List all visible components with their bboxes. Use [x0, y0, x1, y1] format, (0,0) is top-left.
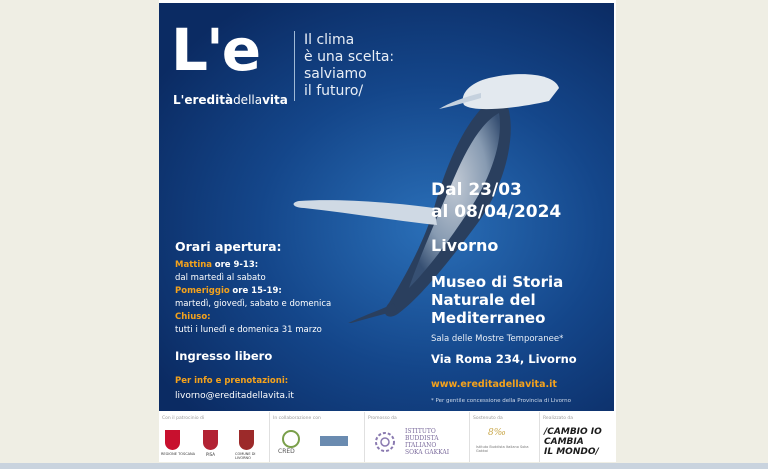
realized-caption: Realizzato da: [543, 416, 573, 421]
ibisg-line: BUDDISTA: [405, 435, 439, 442]
promoted-caption: Promosso da: [368, 416, 397, 421]
cambio-io-logo: [544, 427, 602, 457]
opening-hours: [175, 259, 375, 337]
cred-label: CRED: [278, 448, 295, 455]
livorno-crest: [239, 430, 254, 450]
cambio-line: IL MONDO/: [544, 447, 599, 457]
promoted-column: [364, 412, 470, 462]
afternoon-time: ore 15-19:: [232, 286, 282, 296]
opening-hours-title: Orari apertura:: [175, 239, 282, 254]
logo-caption-della: della: [233, 93, 263, 107]
regione-label: REGIONE TOSCANA: [161, 452, 196, 456]
afternoon-days: martedì, giovedì, sabato e domenica: [175, 299, 332, 309]
address: Via Roma 234, Livorno: [431, 352, 577, 366]
museum-line: Naturale del: [431, 291, 536, 309]
cred-logo: [282, 430, 300, 448]
ibisg-line: ITALIANO: [405, 442, 437, 449]
tagline-line: salviamo: [304, 66, 367, 82]
livorno-label: COMUNE DI LIVORNO: [235, 452, 256, 460]
free-entry: Ingresso libero: [175, 349, 273, 363]
museum-line: Mediterraneo: [431, 309, 546, 327]
tagline-line: il futuro/: [304, 83, 364, 99]
logo-caption-vita: vita: [262, 93, 288, 107]
info-title: Per info e prenotazioni:: [175, 376, 289, 386]
exhibition-room: Sala delle Mostre Temporanee*: [431, 334, 564, 344]
patronage-caption: Con il patrocinio di: [162, 416, 205, 421]
logo-caption: [173, 93, 288, 107]
afternoon-label: Pomeriggio: [175, 286, 230, 296]
regione-toscana-logo: [165, 430, 180, 450]
soka-gakkai-emblem-icon: [373, 430, 397, 454]
ibisg-line: SOKA GAKKAI: [405, 449, 450, 456]
otto-per-mille-logo: 8‰: [488, 428, 506, 438]
pisa-crest: [203, 430, 218, 450]
patronage-column: [159, 412, 269, 462]
supported-caption: Sostenuto da: [473, 416, 503, 421]
city-name: Livorno: [431, 236, 499, 255]
exhibition-dates: [431, 179, 561, 223]
tagline-line: Il clima: [304, 32, 355, 48]
tagline-line: è una scelta:: [304, 49, 395, 65]
ibisg-line: ISTITUTO: [405, 428, 436, 435]
museum-name: [431, 273, 611, 327]
sponsor-footer: [159, 412, 614, 462]
tagline: [304, 32, 394, 100]
collaboration-column: [269, 412, 365, 462]
morning-time: ore 9-13:: [214, 260, 259, 270]
collaboration-caption: In collaborazione con: [273, 416, 321, 421]
viewer-bottom-bar: [0, 463, 768, 469]
logo-caption-eredita: L'eredità: [173, 93, 234, 107]
date-from: Dal 23/03: [431, 180, 522, 200]
closed-days: tutti i lunedì e domenica 31 marzo: [175, 325, 322, 335]
otto-label: Istituto Buddista Italiano Soka Gakkai: [476, 445, 529, 453]
ibisg-logo-text: [405, 428, 449, 456]
info-email[interactable]: livorno@ereditadellavita.it: [175, 391, 294, 401]
museum-line: Museo di Storia: [431, 273, 564, 291]
partner-logo: [320, 436, 348, 446]
morning-days: dal martedì al sabato: [175, 273, 266, 283]
logo-mark: L'e: [171, 16, 260, 84]
date-to: al 08/04/2024: [431, 202, 562, 222]
pisa-label: PISA: [206, 452, 215, 457]
supported-column: [469, 412, 540, 462]
website-link[interactable]: www.ereditadellavita.it: [431, 379, 557, 390]
footnote: * Per gentile concessione della Provincia di Livorno: [431, 398, 571, 404]
closed-label: Chiuso:: [175, 312, 211, 322]
poster: [159, 3, 614, 411]
logo-divider: [294, 31, 295, 101]
cambio-line: /CAMBIO IO: [544, 427, 602, 437]
morning-label: Mattina: [175, 260, 213, 270]
cambio-line: CAMBIA: [544, 437, 584, 447]
